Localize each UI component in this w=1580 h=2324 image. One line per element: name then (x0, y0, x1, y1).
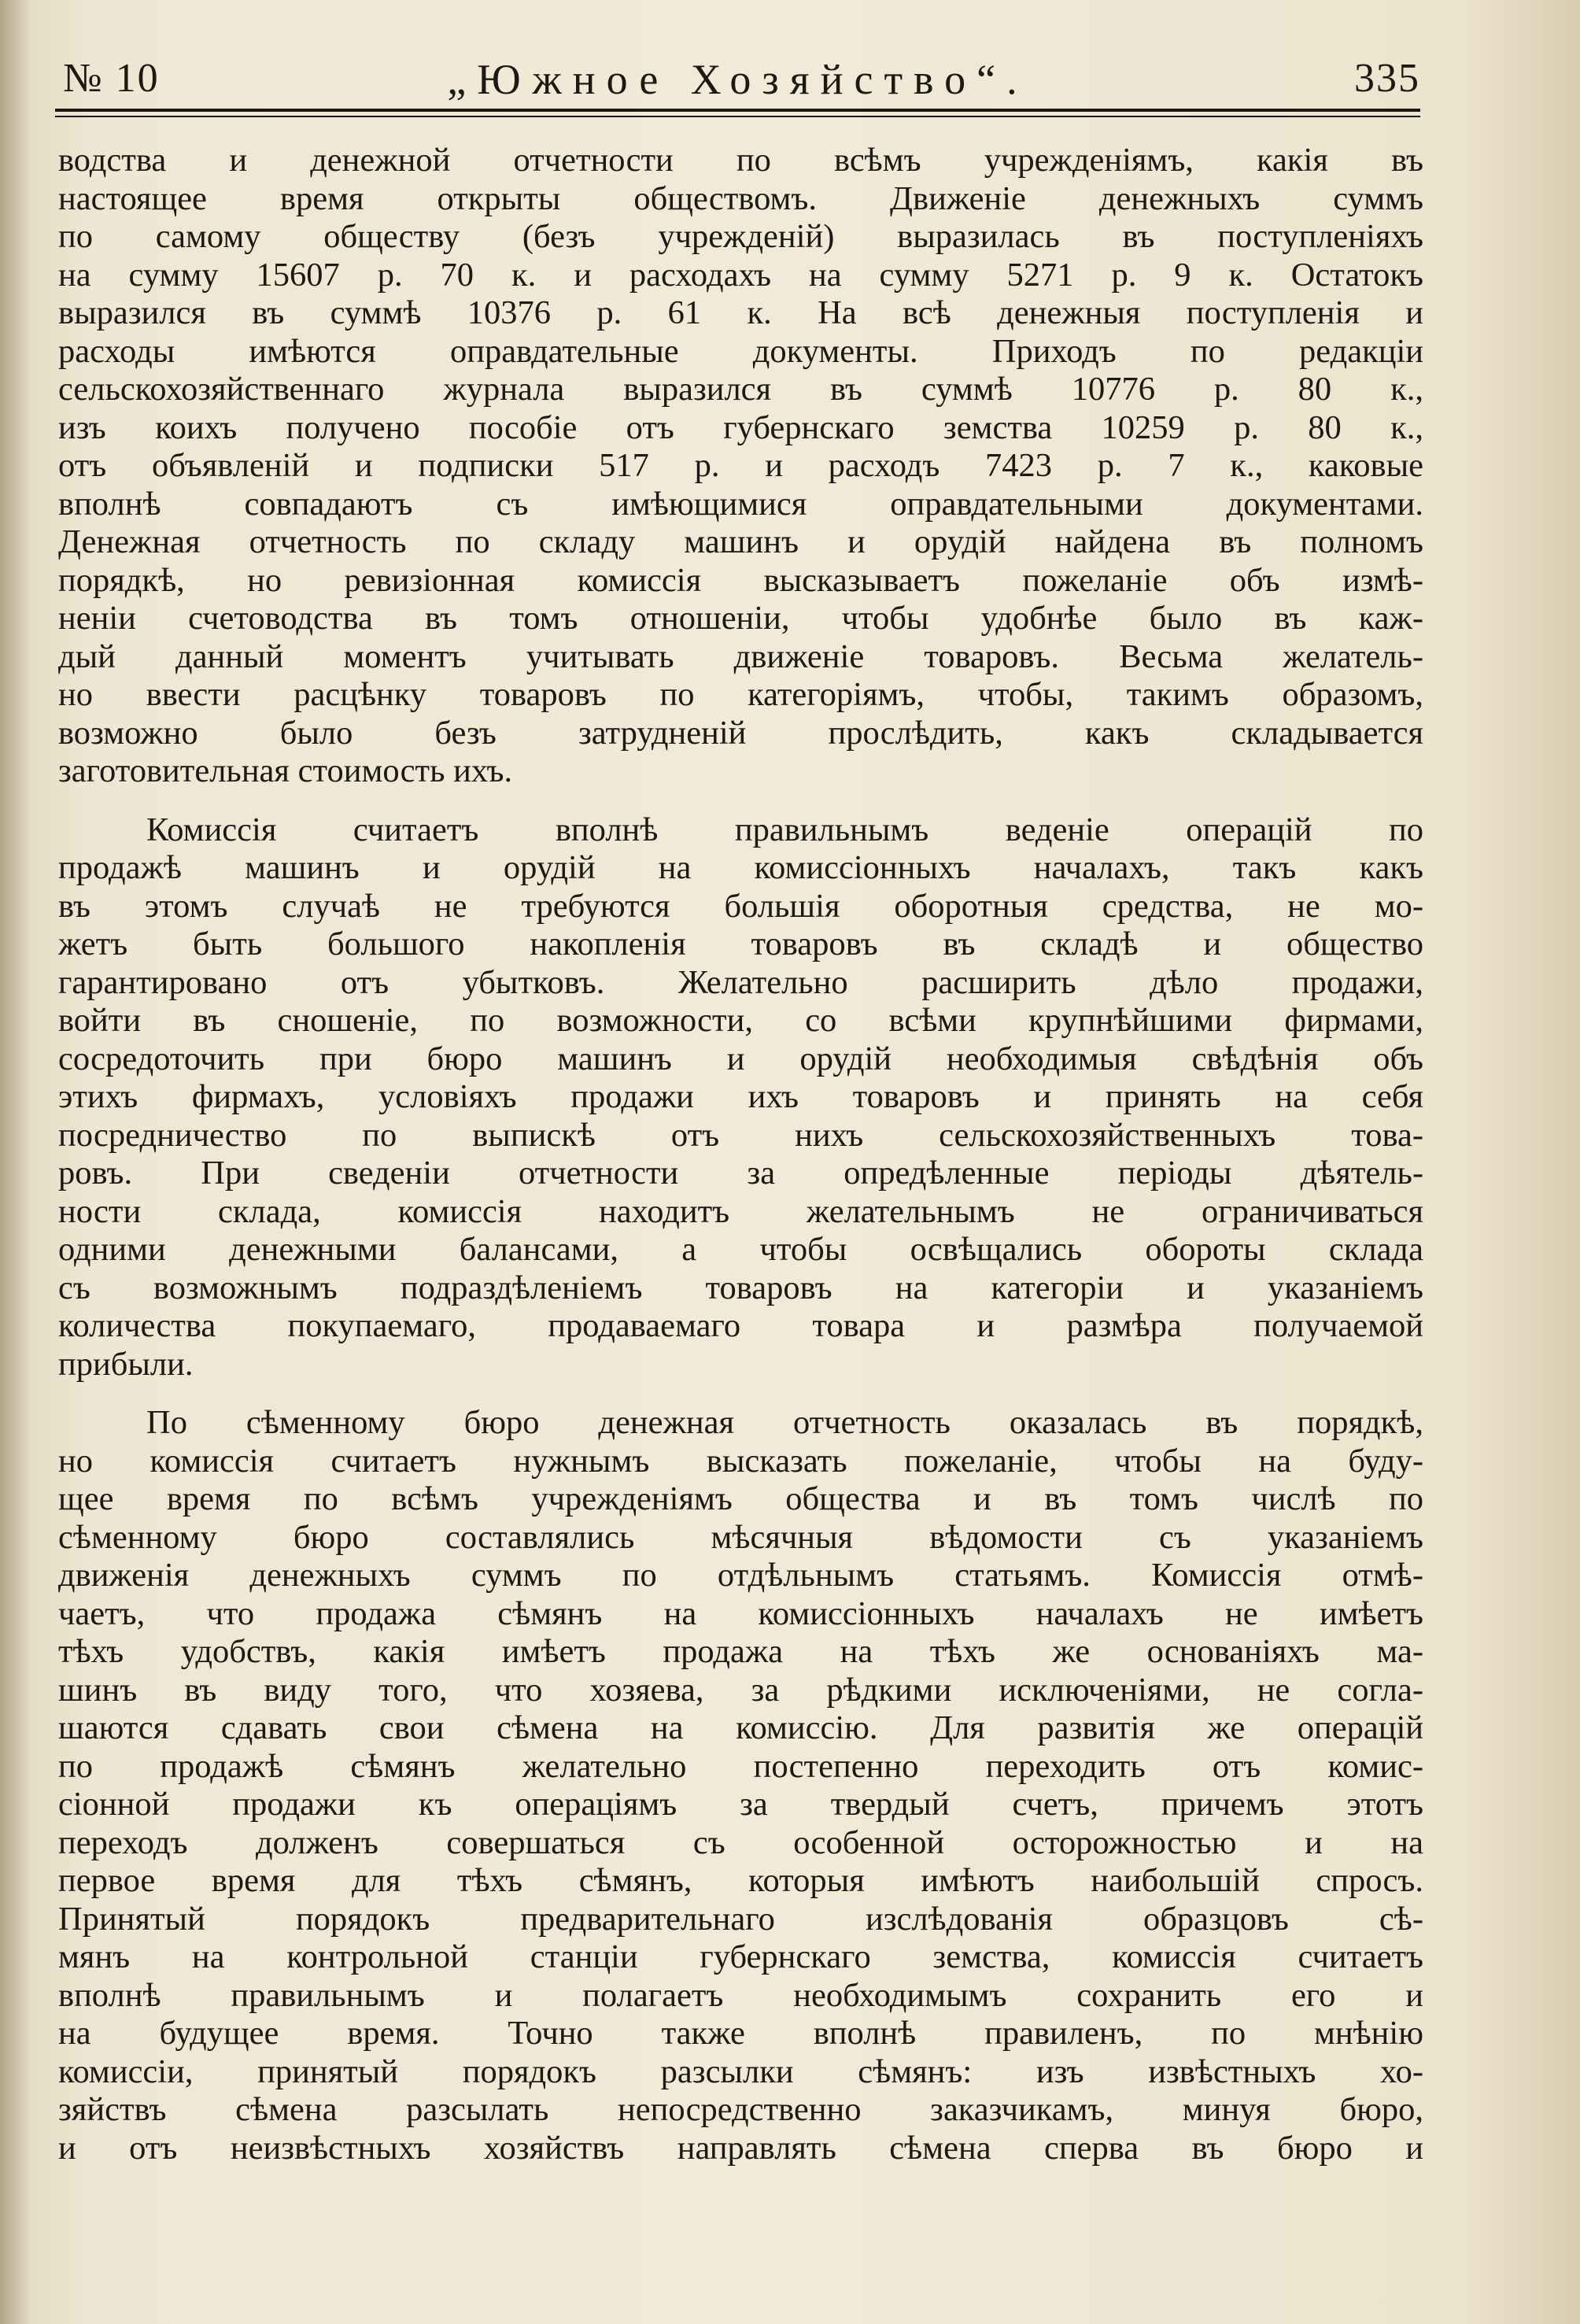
text-line: переходъ долженъ совершаться съ особенной осторожностью и на (58, 1823, 1423, 1861)
text-line: на будущее время. Точно также вполнѣ правиленъ, по мнѣнiю (58, 2015, 1423, 2052)
text-line: первое время для тѣхъ сѣмянъ, которыя имѣютъ наибольшiй спросъ. (58, 1862, 1423, 1899)
text-line: выразился въ суммѣ 10376 р. 61 к. На всѣ денежныя поступленiя и (58, 294, 1423, 331)
text-line: вполнѣ правильнымъ и полагаетъ необходимымъ сохранить его и (58, 1976, 1423, 2014)
text-line: въ этомъ случаѣ не требуются большiя оборотныя средства, не мо- (58, 887, 1423, 925)
text-line: съ возможнымъ подраздѣленiемъ товаровъ на категорiи и указанiемъ (58, 1269, 1423, 1306)
text-line: изъ коихъ получено пособiе отъ губернскаго земства 10259 р. 80 к., (58, 408, 1423, 446)
binding-shadow (0, 0, 31, 2324)
text-line: ненiи счетоводства въ томъ отношенiи, чтобы удобнѣе было въ каж- (58, 600, 1423, 637)
text-line: Комиссiя считаетъ вполнѣ правильнымъ веденiе операцiй по (146, 811, 1423, 848)
text-line: комиссiи, принятый порядокъ разсылки сѣмянъ: изъ извѣстныхъ хо- (58, 2052, 1423, 2090)
text-line: но ввести расцѣнку товаровъ по категорiямъ, чтобы, такимъ образомъ, (58, 676, 1423, 713)
text-line: сѣменному бюро составлялись мѣсячныя вѣдомости съ указанiемъ (58, 1518, 1423, 1556)
text-line: Принятый порядокъ предварительнаго изслѣдованiя образцовъ сѣ- (58, 1900, 1423, 1938)
text-line: вполнѣ совпадаютъ съ имѣющимися оправдательными документами. (58, 485, 1423, 523)
text-line: сiонной продажи къ операцiямъ за твердый счетъ, причемъ этотъ (58, 1786, 1423, 1823)
text-line: расходы имѣются оправдательные документы. Приходъ по редакцiи (58, 332, 1423, 370)
text-line: мянъ на контрольной станцiи губернскаго земства, комиссiя считаетъ (58, 1938, 1423, 1975)
text-line: и отъ неизвѣстныхъ хозяйствъ направлять сѣмена сперва въ бюро и (58, 2129, 1423, 2167)
text-line: шаются сдавать свои сѣмена на комиссiю. Для развитiя же операцiй (58, 1709, 1423, 1746)
text-line: настоящее время открыты обществомъ. Движенiе денежныхъ суммъ (58, 179, 1423, 217)
paragraph-gap (58, 791, 1423, 811)
text-line: количества покупаемаго, продаваемаго товара и размѣра получаемой (58, 1307, 1423, 1344)
text-line: возможно было безъ затрудненiй прослѣдить, какъ складывается (58, 714, 1423, 752)
text-line: отъ объявленiй и подписки 517 р. и расходъ 7423 р. 7 к., каковые (58, 447, 1423, 484)
text-line: тѣхъ удобствъ, какiя имѣетъ продажа на тѣхъ же основанiяхъ ма- (58, 1633, 1423, 1670)
text-line: жетъ быть большого накопленiя товаровъ въ складѣ и общество (58, 926, 1423, 962)
issue-number: № 10 (63, 56, 160, 101)
header-rule-thick (55, 109, 1420, 112)
paragraph-gap (58, 1384, 1423, 1404)
text-line: дый данный моментъ учитывать движенiе товаровъ. Весьма желатель- (58, 637, 1423, 675)
text-line: ровъ. При сведенiи отчетности за опредѣленные перiоды дѣятель- (58, 1155, 1423, 1192)
text-line: на сумму 15607 р. 70 к. и расходахъ на сумму 5271 р. 9 к. Остатокъ (58, 256, 1423, 294)
text-line: По сѣменному бюро денежная отчетность оказалась въ порядкѣ, (146, 1404, 1423, 1441)
text-line: войти въ сношенiе, по возможности, со всѣми крупнѣйшими фирмами, (58, 1002, 1423, 1039)
header-rule-thin (55, 116, 1420, 117)
text-line: сельскохозяйственнаго журнала выразился въ суммѣ 10776 р. 80 к., (58, 371, 1423, 408)
text-line: этихъ фирмахъ, условiяхъ продажи ихъ товаровъ и принять на себя (58, 1078, 1423, 1115)
text-line: по продажѣ сѣмянъ желательно постепенно переходить отъ комис- (58, 1747, 1423, 1785)
page-number: 335 (1354, 56, 1420, 101)
journal-title: „Южное Хозяйство“. (447, 56, 1028, 103)
text-line: чаетъ, что продажа сѣмянъ на комиссiонныхъ началахъ не имѣетъ (58, 1594, 1423, 1632)
text-line: посредничество по выпискѣ отъ нихъ сельскохозяйственныхъ това- (58, 1116, 1423, 1154)
text-line: продажѣ машинъ и орудiй на комиссiонныхъ началахъ, такъ какъ (58, 849, 1423, 886)
text-line: одними денежными балансами, а чтобы освѣщались обороты склада (58, 1231, 1423, 1268)
text-line: водства и денежной отчетности по всѣмъ учрежденiямъ, какiя въ (58, 142, 1423, 179)
text-line: зяйствъ сѣмена разсылать непосредственно заказчикамъ, минуя бюро, (58, 2091, 1423, 2128)
text-line: прибыли. (58, 1345, 194, 1383)
text-line: порядкѣ, но ревизiонная комиссiя высказываетъ пожеланiе объ измѣ- (58, 561, 1423, 599)
text-line: но комиссiя считаетъ нужнымъ высказать пожеланiе, чтобы на буду- (58, 1442, 1423, 1480)
text-line: заготовительная стоимость ихъ. (58, 752, 513, 789)
text-line: по самому обществу (безъ учрежденiй) выразилась въ поступленiяхъ (58, 218, 1423, 255)
text-line: движенiя денежныхъ суммъ по отдѣльнымъ статьямъ. Комиссiя отмѣ- (58, 1557, 1423, 1594)
body-text (58, 142, 1423, 2167)
text-line: Денежная отчетность по складу машинъ и орудiй найдена въ полномъ (58, 523, 1423, 560)
running-header (55, 49, 1420, 104)
text-line: гарантировано отъ убытковъ. Желательно расширить дѣло продажи, (58, 963, 1423, 1001)
text-line: шинъ въ виду того, что хозяева, за рѣдкими исключенiями, не согла- (58, 1671, 1423, 1709)
text-line: сосредоточить при бюро машинъ и орудiй необходимыя свѣдѣнiя объ (58, 1040, 1423, 1077)
text-line: ности склада, комиссiя находитъ желательнымъ не ограничиваться (58, 1192, 1423, 1230)
text-line: щее время по всѣмъ учрежденiямъ общества и въ томъ числѣ по (58, 1480, 1423, 1517)
paragraph (58, 811, 1423, 1384)
paragraph (58, 1404, 1423, 2167)
paragraph (58, 142, 1423, 791)
